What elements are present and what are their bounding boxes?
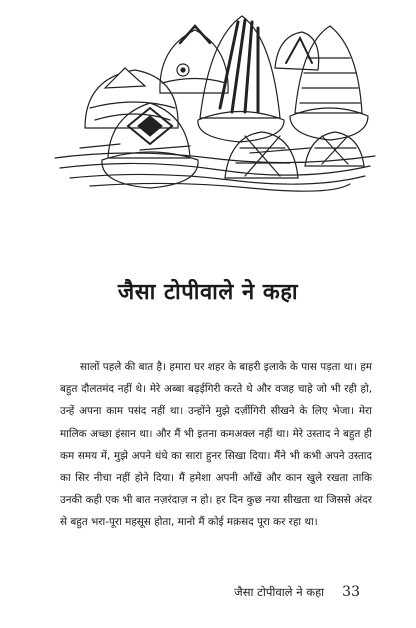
page-footer [234,584,360,600]
chapter-title: जैसा टोपीवाले ने कहा [117,280,299,305]
page-number: 33 [342,584,360,600]
body-text [60,356,372,534]
running-title: जैसा टोपीवाले ने कहा [234,585,325,599]
caps-pile-illustration [50,8,380,196]
paragraph: सालों पहले की बात है। हमारा घर शहर के बाहरी इलाके के पास पड़ता था। हम बहुत दौलतमंद नहीं थे। मेरे अब्बा बढ़ईगिरी करते थे और वजह चाहे जो भी रही हो, उन्हें अपना काम पसंद नहीं था। उन्होंने मुझे दर्ज़ीगिरी सीखने के लिए भेजा। मेरा मालिक अच्छा इंसान था। और मैं भी इतना कमअक्ल नहीं था। मेरे उस्ताद ने बहुत ही कम समय में, मुझे अपने धंधे का सारा हुनर सिखा दिया। मैंने भी कभी अपने उस्ताद का सिर नीचा नहीं होने दिया। मैं हमेशा अपनी आँखें और कान खुले रखता ताकि उनकी कही एक भी बात नज़रंदाज़ न हो। हर दिन कुछ नया सीखता था जिससे अंदर से बहुत भरा-पूरा महसूस होता, मानो मैं कोई मक़सद पूरा कर रहा था। [60,361,372,529]
